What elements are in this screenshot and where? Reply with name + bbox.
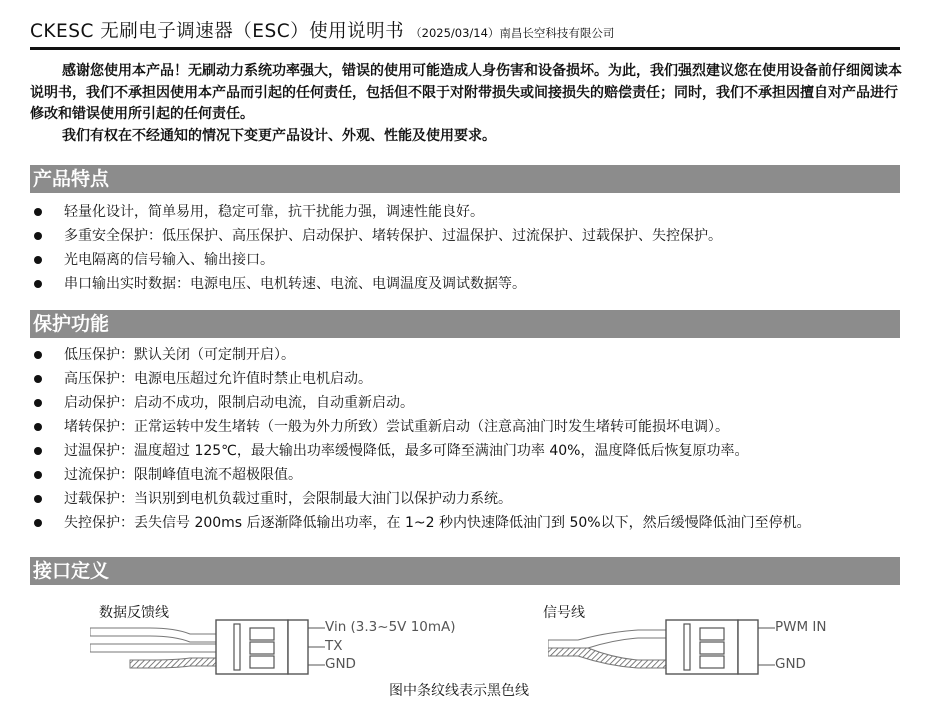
intro-section [30,61,902,147]
intro-paragraph-1: 感谢您使用本产品！无刷动力系统功率强大，错误的使用可能造成人身伤害和设备损坏。为此，我们强烈建议您在使用设备前仔细阅读本说明书，我们不承担因使用本产品而引起的任何责任，包括但不限于对附带损失或间接损失的赔偿责任；同时，我们不承担因擅自对产品进行修改和错误使用所引起的任何责任。 [30,63,902,122]
list-item: 过流保护：限制峰值电流不超极限值。 [33,463,903,487]
list-item: 过载保护：当识别到电机负载过重时，会限制最大油门以保护动力系统。 [33,487,903,511]
list-item: 光电隔离的信号输入、输出接口。 [33,248,903,272]
pin-label-tx: TX [325,638,343,654]
feedback-cable-label: 数据反馈线 [99,605,169,621]
bullet-icon [34,423,42,431]
list-item: 低压保护：默认关闭（可定制开启）。 [33,343,903,367]
intro-paragraph-2: 我们有权在不经通知的情况下变更产品设计、外观、性能及使用要求。 [62,127,496,144]
list-item: 轻量化设计，简单易用，稳定可靠，抗干扰能力强，调速性能良好。 [33,200,903,224]
list-item: 多重安全保护：低压保护、高压保护、启动保护、堵转保护、过温保护、过流保护、过载保护、失控保护。 [33,224,903,248]
document-title: CKESC 无刷电子调速器（ESC）使用说明书 [30,21,405,42]
pin-label-vin: Vin (3.3~5V 10mA) [325,619,456,635]
pin-label-gnd: GND [775,656,806,672]
bullet-icon [34,208,42,216]
section-heading-protection: 保护功能 [30,310,900,338]
protection-list [33,343,903,535]
pin-label-gnd: GND [325,656,356,672]
list-item: 过温保护：温度超过 125℃，最大输出功率缓慢降低，最多可降至满油门功率 40%，温度降低后恢复原功率。 [33,439,903,463]
bullet-icon [34,280,42,288]
section-heading-features: 产品特点 [30,165,900,193]
bullet-icon [34,232,42,240]
bullet-icon [34,519,42,527]
diagram-caption: 图中条纹线表示黑色线 [389,683,529,699]
bullet-icon [34,447,42,455]
title-row [30,17,900,50]
bullet-icon [34,375,42,383]
bullet-icon [34,399,42,407]
section-heading-interface: 接口定义 [30,557,900,585]
bullet-icon [34,351,42,359]
signal-connector-diagram [548,618,780,676]
list-item: 高压保护：电源电压超过允许值时禁止电机启动。 [33,367,903,391]
feedback-connector-diagram [90,618,330,676]
list-item: 启动保护：启动不成功，限制启动电流，自动重新启动。 [33,391,903,415]
list-item: 堵转保护：正常运转中发生堵转（一般为外力所致）尝试重新启动（注意高油门时发生堵转可能损坏电调）。 [33,415,903,439]
bullet-icon [34,471,42,479]
bullet-icon [34,495,42,503]
bullet-icon [34,256,42,264]
signal-cable-label: 信号线 [543,605,585,621]
pin-label-pwm-in: PWM IN [775,619,827,635]
document-subtitle: （2025/03/14）南昌长空科技有限公司 [410,26,615,40]
list-item: 串口输出实时数据：电源电压、电机转速、电流、电调温度及调试数据等。 [33,272,903,296]
features-list [33,200,903,296]
list-item: 失控保护：丢失信号 200ms 后逐渐降低输出功率，在 1~2 秒内快速降低油门到 50%以下，然后缓慢降低油门至停机。 [33,511,903,535]
